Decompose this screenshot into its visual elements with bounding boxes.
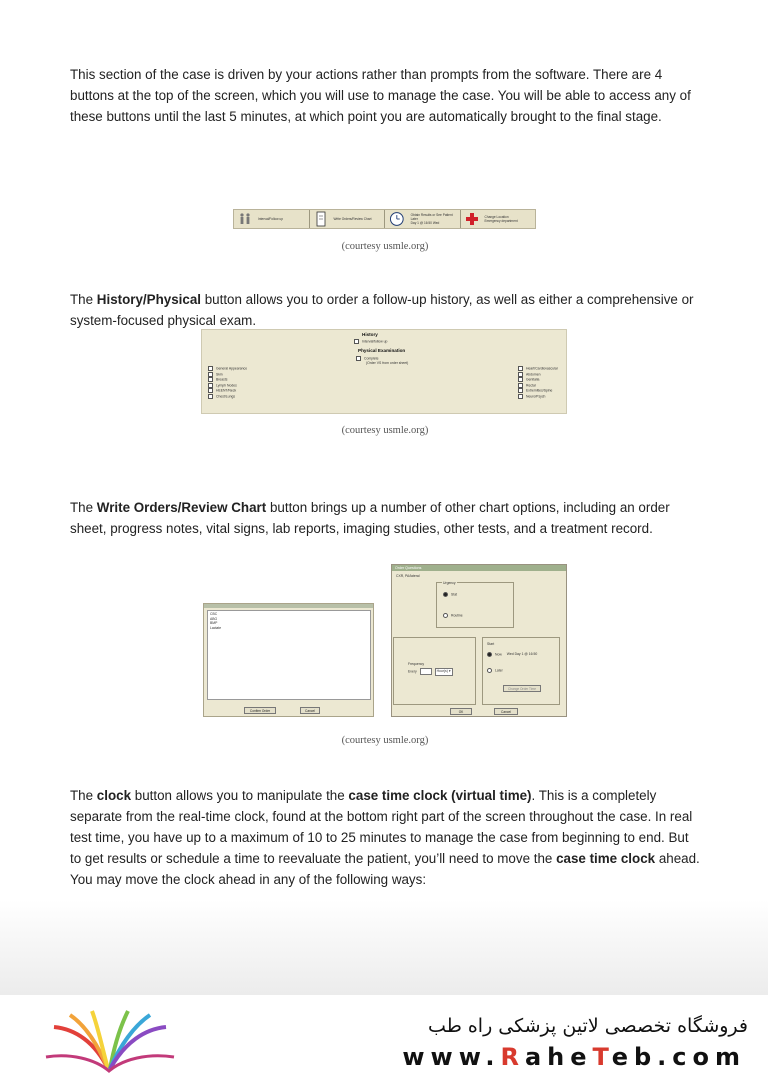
text-span: The — [70, 500, 97, 515]
checkbox — [518, 377, 523, 382]
clock-label: Obtain Results or See Patient Later — [410, 213, 453, 221]
checkbox — [518, 388, 523, 393]
radio-label: Stat — [451, 592, 458, 597]
orders-paragraph — [70, 497, 700, 539]
every-row — [408, 668, 453, 676]
order-item: Lactate — [210, 625, 222, 630]
ok-button: OK — [450, 708, 472, 715]
change-location-button — [461, 210, 536, 228]
physical-title: Physical Examination — [358, 348, 406, 353]
checkbox — [208, 394, 213, 399]
complete-note: (Order VS from order sheet) — [366, 361, 409, 365]
checkbox — [356, 356, 361, 361]
order-item: ABG — [210, 616, 218, 621]
bold-term: clock — [96, 788, 132, 803]
exam-item — [518, 366, 558, 372]
item-label: Skin — [216, 371, 223, 376]
item-label: Interval/follow up — [362, 339, 388, 344]
location-sub-label: Emergency department — [484, 219, 518, 223]
stat-radio — [443, 592, 457, 598]
item-label: Abdomen — [526, 371, 541, 376]
url-part: eb.com — [611, 1043, 746, 1071]
item-label: Neuro/Psych — [526, 394, 546, 399]
bold-term: Write Orders/Review Chart — [96, 500, 267, 515]
checkbox — [518, 366, 523, 371]
radio — [487, 668, 492, 673]
open-book-logo-icon — [40, 1007, 180, 1077]
hours-label: Hour(s) — [436, 669, 448, 674]
order-item: BMP — [210, 621, 218, 626]
brand-persian-name: فروشگاه تخصصی لاتین پزشکی راه طب — [428, 1015, 748, 1037]
start-label: Start — [487, 642, 495, 646]
radio-label: Now — [495, 652, 502, 657]
dialog-cancel-button: Cancel — [494, 708, 518, 715]
hours-select: Hour(s) ▾ — [435, 668, 453, 675]
right-exam-list — [518, 366, 558, 400]
intro-paragraph: This section of the case is driven by your actions rather than prompts from the software. There are 4 buttons at the top of the screen, which you will use to manage the case. You will be able to access any of these buttons until the last 5 minutes, at which point you are automatically brought to the final stage. — [70, 67, 691, 124]
text-span: button allows you to order a follow-up history, as well as either a comprehensive or system-focused physical exam. — [70, 292, 694, 328]
text-span: button allows you to manipulate the — [131, 788, 349, 803]
clock-paragraph — [70, 785, 700, 890]
footer-banner — [0, 995, 768, 1080]
frequency-label: Frequency — [408, 662, 425, 666]
clock-icon — [389, 211, 405, 227]
item-label: Extremities/Spine — [526, 388, 553, 393]
item-label: Complete — [364, 356, 379, 361]
orders-figure — [70, 539, 700, 785]
people-icon — [238, 212, 252, 226]
bold-term: History/Physical — [96, 292, 201, 307]
item-label: Breasts — [216, 377, 228, 382]
article-content — [70, 64, 700, 1016]
cancel-button: Cancel — [300, 707, 320, 714]
now-radio — [487, 652, 537, 658]
every-label: Every — [408, 669, 417, 674]
dialog-titlebar: Order Questions — [392, 565, 566, 571]
text-span: . This is a completely separate from the real-time clock, found at the bottom right part of the screen throughout the case. In real test time, you have up to a maximum of 10 to 25 minutes to manage the case from beginning to end. But to get results or schedule a time to reevaluate the patient, you’ll need to move the — [70, 788, 693, 866]
radio-selected — [443, 592, 448, 597]
chart-icon — [314, 211, 328, 227]
item-label: Heart/Cardiovascular — [526, 366, 558, 371]
history-checkbox-item — [354, 339, 387, 345]
item-label: Genitalia — [526, 377, 540, 382]
url-part: T — [592, 1043, 612, 1071]
order-questions-dialog-image — [391, 564, 567, 717]
checkbox — [518, 394, 523, 399]
caption: (courtesy usmle.org) — [341, 425, 429, 436]
routine-radio — [443, 613, 463, 619]
history-physical-form-image — [201, 329, 567, 414]
radio-selected — [487, 652, 492, 657]
checkbox — [354, 339, 359, 344]
order-list — [207, 610, 371, 700]
checkbox — [208, 377, 213, 382]
start-group — [482, 637, 560, 705]
left-exam-list — [208, 366, 247, 400]
checkbox — [208, 366, 213, 371]
history-figure — [70, 331, 700, 491]
later-radio — [487, 668, 503, 674]
bold-term: case time clock (virtual time) — [348, 788, 532, 803]
radio-label: Later — [495, 668, 503, 673]
checkbox — [518, 383, 523, 388]
frequency-group — [393, 637, 476, 705]
footer-fade — [0, 900, 768, 995]
history-physical-button — [234, 210, 310, 228]
history-physical-label: Interval/Follow up — [258, 217, 283, 221]
checkbox — [208, 388, 213, 393]
every-input — [420, 668, 432, 675]
url-part: R — [500, 1043, 525, 1071]
checkbox — [208, 372, 213, 377]
urgency-group — [436, 582, 514, 628]
text-span: The — [70, 788, 97, 803]
history-paragraph — [70, 289, 700, 331]
text-span: The — [70, 292, 97, 307]
bold-term: case time clock — [556, 851, 656, 866]
checkbox — [208, 383, 213, 388]
toolbar-figure — [70, 127, 700, 277]
order-item: CBC — [210, 612, 218, 616]
radio — [443, 613, 448, 618]
radio-label: Routine — [451, 613, 463, 618]
text-span: ahead. You may move the clock ahead in any of the following ways: — [70, 851, 700, 887]
url-part: ahe — [524, 1043, 593, 1071]
url-part: www. — [402, 1043, 501, 1071]
item-label: HEENT/Neck — [216, 388, 237, 393]
order-name: CXR, PA/lateral — [396, 574, 420, 578]
history-title: History — [362, 332, 378, 337]
red-cross-icon — [465, 212, 479, 226]
exam-item — [208, 366, 247, 372]
clock-day-label: Day 1 @ 16:50 Wed — [410, 221, 440, 225]
item-label: Chest/Lungs — [216, 394, 236, 399]
order-items — [210, 612, 221, 630]
order-sheet-image — [203, 603, 374, 717]
exam-item — [208, 394, 247, 400]
caption: (courtesy usmle.org) — [341, 241, 429, 252]
confirm-order-button: Confirm Order — [244, 707, 276, 714]
now-time: Wed Day 1 @ 16:50 — [506, 652, 538, 657]
write-orders-label: Write Orders/Review Chart — [333, 217, 372, 221]
item-label: Lymph Nodes — [216, 383, 237, 388]
exam-item — [518, 394, 558, 400]
urgency-label: Urgency — [443, 581, 456, 585]
change-location-label: Change Location — [484, 215, 509, 219]
write-orders-button — [310, 210, 386, 228]
checkbox — [518, 372, 523, 377]
item-label: General Appearance — [216, 366, 248, 371]
caption: (courtesy usmle.org) — [341, 735, 429, 746]
brand-url — [402, 1043, 746, 1071]
change-order-time-button: Change Order Time — [503, 685, 541, 692]
text-span: button brings up a number of other chart options, including an order sheet, progress notes, vital signs, lab reports, imaging studies, other tests, and a treatment record. — [70, 500, 670, 536]
order-sheet-titlebar — [204, 604, 373, 608]
item-label: Rectal — [526, 383, 536, 388]
case-toolbar-image — [233, 209, 536, 229]
clock-button — [385, 210, 461, 228]
